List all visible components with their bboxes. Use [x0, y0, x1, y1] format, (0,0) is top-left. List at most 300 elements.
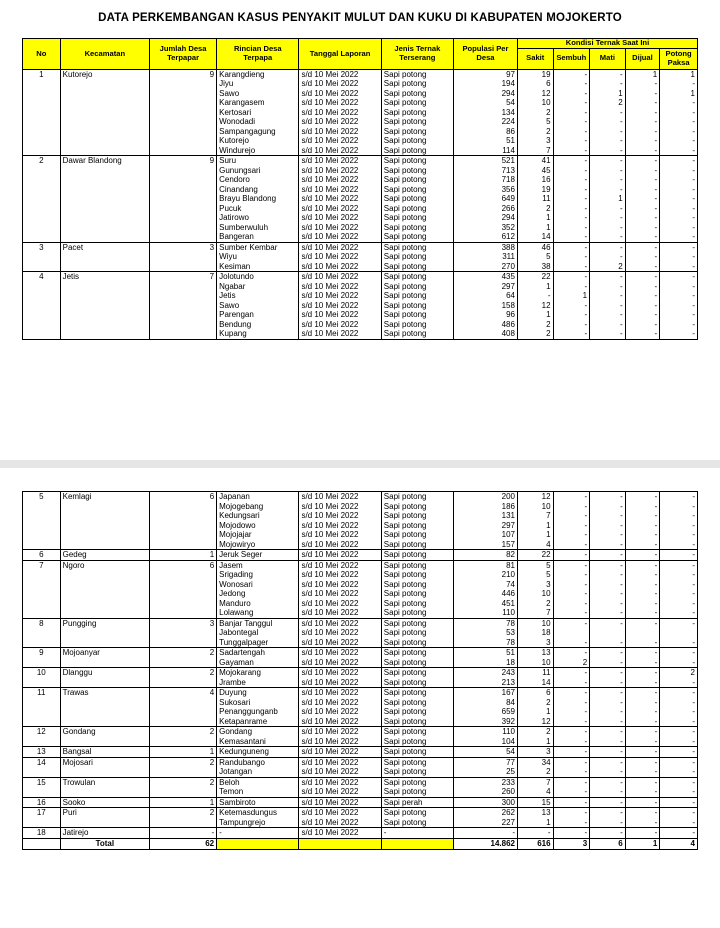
cell-jumlah-desa: [150, 310, 217, 320]
cell-tanggal: s/d 10 Mei 2022: [299, 242, 381, 252]
cell-desa: Kedungsari: [217, 511, 299, 521]
cell-sembuh: -: [553, 185, 590, 195]
cell-tanggal: s/d 10 Mei 2022: [299, 117, 381, 127]
cell-populasi: 157: [453, 540, 517, 550]
table-row: [23, 747, 698, 758]
cell-sembuh: -: [553, 117, 590, 127]
cell-sakit: 5: [517, 252, 553, 262]
cell-kecamatan: [60, 767, 149, 777]
cell-tanggal: s/d 10 Mei 2022: [299, 808, 381, 818]
cell-dijual: -: [625, 502, 660, 512]
cell-sakit: 13: [518, 648, 554, 658]
cell-sakit: 1: [518, 737, 554, 747]
cell-mati: -: [590, 204, 626, 214]
cell-dijual: -: [625, 320, 660, 330]
cell-kecamatan: [60, 707, 149, 717]
cell-mati: -: [590, 521, 626, 531]
cell-desa: Sampangagung: [217, 127, 299, 137]
cell-kecamatan: [60, 540, 149, 550]
cell-sembuh: -: [553, 668, 590, 678]
cell-no: [23, 530, 61, 540]
total-populasi: 14.862: [453, 838, 517, 849]
cell-no: [23, 79, 61, 89]
cell-potong: -: [660, 737, 698, 747]
cell-potong: -: [660, 818, 698, 828]
cell-sembuh: -: [553, 108, 590, 118]
cell-sembuh: -: [553, 589, 590, 599]
cell-sakit: 2: [517, 320, 553, 330]
cell-mati: -: [590, 329, 626, 339]
cell-sakit: 34: [518, 757, 554, 767]
cell-sakit: 14: [517, 232, 553, 242]
cell-mati: -: [590, 668, 626, 678]
total-jenis-empty: [381, 838, 453, 849]
cell-sembuh: -: [553, 638, 590, 648]
cell-jumlah-desa: 2: [150, 808, 217, 818]
cell-kecamatan: [60, 320, 149, 330]
cell-mati: -: [590, 136, 626, 146]
cell-kecamatan: [60, 252, 149, 262]
cell-kecamatan: [60, 291, 149, 301]
total-label: Total: [60, 838, 149, 849]
cell-potong: -: [660, 127, 698, 137]
cell-sembuh: -: [553, 599, 590, 609]
cell-populasi: 270: [453, 262, 517, 272]
cell-dijual: -: [625, 658, 660, 668]
cell-dijual: -: [625, 688, 660, 698]
cell-potong: -: [660, 252, 698, 262]
cell-populasi: 408: [453, 329, 517, 339]
cell-sembuh: -: [553, 232, 590, 242]
cell-dijual: -: [625, 252, 660, 262]
cell-populasi: 260: [453, 787, 517, 797]
cell-sakit: 4: [518, 540, 554, 550]
cell-jenis-ternak: Sapi potong: [381, 808, 453, 818]
cell-sembuh: -: [553, 136, 590, 146]
cell-sakit: 6: [518, 688, 554, 698]
cell-dijual: -: [625, 808, 660, 818]
table-row: [23, 797, 698, 808]
cell-tanggal: s/d 10 Mei 2022: [299, 747, 381, 758]
cell-no: [23, 580, 61, 590]
cell-tanggal: s/d 10 Mei 2022: [299, 511, 381, 521]
cell-potong: -: [660, 492, 698, 502]
table-row: [23, 828, 698, 839]
cell-desa: Ngabar: [217, 282, 299, 292]
cell-desa: Mojojajar: [217, 530, 299, 540]
cell-desa: Tunggalpager: [217, 638, 299, 648]
cell-kecamatan: [60, 599, 149, 609]
cell-tanggal: s/d 10 Mei 2022: [299, 223, 381, 233]
cell-kecamatan: [60, 570, 149, 580]
table-row: [23, 777, 698, 787]
cell-potong: -: [660, 329, 698, 339]
cell-populasi: 81: [453, 560, 517, 570]
cell-jenis-ternak: Sapi potong: [381, 252, 453, 262]
cell-dijual: -: [625, 599, 660, 609]
cell-tanggal: s/d 10 Mei 2022: [299, 570, 381, 580]
cell-jenis-ternak: Sapi potong: [381, 320, 453, 330]
cell-mati: -: [590, 213, 626, 223]
cell-dijual: -: [625, 282, 660, 292]
cell-no: 16: [23, 797, 61, 808]
cell-dijual: -: [625, 777, 660, 787]
cell-no: [23, 194, 61, 204]
cell-jenis-ternak: Sapi potong: [381, 530, 453, 540]
cell-sakit: 22: [518, 550, 554, 561]
cell-kecamatan: [60, 580, 149, 590]
cell-jumlah-desa: 3: [150, 242, 217, 252]
cell-tanggal: s/d 10 Mei 2022: [299, 797, 381, 808]
cell-tanggal: s/d 10 Mei 2022: [299, 688, 381, 698]
cell-jenis-ternak: Sapi potong: [381, 511, 453, 521]
cell-no: 7: [23, 560, 61, 570]
cell-dijual: -: [625, 757, 660, 767]
cell-sakit: 3: [517, 136, 553, 146]
cell-no: [23, 166, 61, 176]
cell-populasi: 82: [453, 550, 517, 561]
cell-sembuh: -: [553, 329, 590, 339]
cell-dijual: -: [625, 89, 660, 99]
cell-no: [23, 818, 61, 828]
cell-jumlah-desa: [150, 232, 217, 242]
cell-sakit: 5: [518, 570, 554, 580]
cell-tanggal: s/d 10 Mei 2022: [299, 310, 381, 320]
table-row: [23, 329, 698, 339]
cell-populasi: 54: [453, 747, 517, 758]
cell-populasi: 262: [453, 808, 517, 818]
cell-populasi: 51: [453, 136, 517, 146]
cell-kecamatan: [60, 117, 149, 127]
cell-kecamatan: [60, 194, 149, 204]
cell-mati: -: [590, 560, 626, 570]
cell-kecamatan: Mojosari: [60, 757, 149, 767]
cell-desa: Srigading: [217, 570, 299, 580]
cell-jumlah-desa: [150, 599, 217, 609]
cell-desa: Lolawang: [217, 608, 299, 618]
cell-jumlah-desa: 6: [150, 492, 217, 502]
col-header-sembuh: Sembuh: [553, 48, 590, 69]
cell-potong: -: [660, 232, 698, 242]
cell-tanggal: s/d 10 Mei 2022: [299, 175, 381, 185]
table-row: [23, 136, 698, 146]
cell-sakit: 1: [517, 223, 553, 233]
cell-dijual: -: [625, 223, 660, 233]
cell-desa: Beloh: [217, 777, 299, 787]
cell-mati: -: [590, 320, 626, 330]
cell-jumlah-desa: [150, 89, 217, 99]
cell-sembuh: -: [553, 698, 590, 708]
cell-jumlah-desa: [150, 320, 217, 330]
cell-jenis-ternak: Sapi potong: [381, 717, 453, 727]
cell-sakit: 3: [518, 638, 554, 648]
cell-sembuh: -: [553, 550, 590, 561]
cell-dijual: -: [625, 589, 660, 599]
cell-sakit: 2: [518, 727, 554, 737]
table-row: [23, 204, 698, 214]
cell-jumlah-desa: [150, 136, 217, 146]
cell-populasi: 54: [453, 98, 517, 108]
cell-mati: -: [590, 301, 626, 311]
cell-jumlah-desa: [150, 717, 217, 727]
cell-dijual: -: [625, 521, 660, 531]
table-row: [23, 175, 698, 185]
cell-tanggal: s/d 10 Mei 2022: [299, 232, 381, 242]
cell-dijual: -: [625, 668, 660, 678]
cell-desa: Sambiroto: [217, 797, 299, 808]
cell-jenis-ternak: Sapi potong: [381, 618, 453, 628]
cell-sembuh: -: [553, 688, 590, 698]
table-row: [23, 628, 698, 638]
cell-populasi: 131: [453, 511, 517, 521]
col-header-populasi: Populasi Per Desa: [453, 39, 517, 70]
cell-tanggal: s/d 10 Mei 2022: [299, 108, 381, 118]
cell-populasi: 194: [453, 79, 517, 89]
cell-no: [23, 204, 61, 214]
cell-no: [23, 301, 61, 311]
cell-tanggal: s/d 10 Mei 2022: [299, 79, 381, 89]
cell-dijual: -: [625, 707, 660, 717]
cell-desa: Kemasantani: [217, 737, 299, 747]
cell-kecamatan: [60, 89, 149, 99]
cell-tanggal: s/d 10 Mei 2022: [299, 166, 381, 176]
cell-sembuh: -: [553, 511, 590, 521]
cell-potong: -: [660, 777, 698, 787]
cell-mati: -: [590, 242, 626, 252]
cell-jumlah-desa: 3: [150, 618, 217, 628]
cell-desa: Gayaman: [217, 658, 299, 668]
cell-tanggal: s/d 10 Mei 2022: [299, 580, 381, 590]
cell-no: 6: [23, 550, 61, 561]
table-row: [23, 757, 698, 767]
cell-no: [23, 117, 61, 127]
cell-sembuh: -: [553, 492, 590, 502]
cell-sembuh: -: [553, 521, 590, 531]
cell-sembuh: 1: [553, 291, 590, 301]
cell-no: [23, 185, 61, 195]
cell-sakit: 2: [517, 127, 553, 137]
cell-populasi: 435: [453, 272, 517, 282]
cell-mati: -: [590, 511, 626, 521]
cell-kecamatan: Pungging: [60, 618, 149, 628]
cell-potong: -: [660, 717, 698, 727]
table-row: [23, 291, 698, 301]
cell-tanggal: s/d 10 Mei 2022: [299, 540, 381, 550]
cell-no: [23, 502, 61, 512]
cell-jumlah-desa: [150, 502, 217, 512]
cell-sakit: 7: [518, 608, 554, 618]
cell-dijual: -: [625, 648, 660, 658]
cell-no: [23, 175, 61, 185]
cell-no: [23, 98, 61, 108]
cell-jenis-ternak: Sapi potong: [381, 589, 453, 599]
cell-jenis-ternak: Sapi potong: [381, 127, 453, 137]
cell-jenis-ternak: Sapi potong: [381, 678, 453, 688]
cell-desa: Jetis: [217, 291, 299, 301]
cell-mati: -: [590, 232, 626, 242]
cell-sakit: 4: [518, 787, 554, 797]
cell-jenis-ternak: Sapi potong: [381, 540, 453, 550]
cell-jumlah-desa: [150, 767, 217, 777]
col-header-sakit: Sakit: [517, 48, 553, 69]
cell-jenis-ternak: Sapi potong: [381, 223, 453, 233]
cell-jenis-ternak: Sapi potong: [381, 136, 453, 146]
cell-mati: -: [590, 175, 626, 185]
cell-kecamatan: [60, 146, 149, 156]
total-sembuh: 3: [553, 838, 590, 849]
cell-dijual: -: [625, 818, 660, 828]
cell-populasi: 77: [453, 757, 517, 767]
cell-tanggal: s/d 10 Mei 2022: [299, 98, 381, 108]
cell-tanggal: s/d 10 Mei 2022: [299, 194, 381, 204]
cell-no: 13: [23, 747, 61, 758]
cell-sakit: 38: [517, 262, 553, 272]
table-body-part-1: [23, 69, 698, 339]
cell-desa: Jasem: [217, 560, 299, 570]
cell-no: [23, 767, 61, 777]
cell-jumlah-desa: [150, 166, 217, 176]
cell-tanggal: s/d 10 Mei 2022: [299, 136, 381, 146]
cell-jenis-ternak: Sapi potong: [381, 570, 453, 580]
cell-kecamatan: [60, 166, 149, 176]
cell-jumlah-desa: [150, 698, 217, 708]
cell-tanggal: s/d 10 Mei 2022: [299, 550, 381, 561]
col-header-mati: Mati: [590, 48, 626, 69]
cell-dijual: -: [625, 570, 660, 580]
cell-sakit: 14: [518, 678, 554, 688]
cell-no: [23, 658, 61, 668]
cell-no: [23, 146, 61, 156]
cell-sakit: 16: [517, 175, 553, 185]
cell-sembuh: -: [553, 69, 590, 79]
cell-no: [23, 678, 61, 688]
cell-kecamatan: Bangsal: [60, 747, 149, 758]
cell-tanggal: s/d 10 Mei 2022: [299, 608, 381, 618]
cell-sembuh: -: [553, 747, 590, 758]
cell-sembuh: -: [553, 79, 590, 89]
cell-populasi: 294: [453, 89, 517, 99]
cell-desa: Jatirowo: [217, 213, 299, 223]
cell-kecamatan: [60, 213, 149, 223]
cell-desa: Sumber Kembar: [217, 242, 299, 252]
cell-dijual: -: [625, 698, 660, 708]
cell-populasi: 64: [453, 291, 517, 301]
col-header-jenis-ternak: Jenis Ternak Terserang: [381, 39, 453, 70]
cell-sakit: 5: [517, 117, 553, 127]
cell-desa: Mojodowo: [217, 521, 299, 531]
cell-potong: -: [660, 688, 698, 698]
cell-kecamatan: Puri: [60, 808, 149, 818]
cell-sembuh: -: [553, 98, 590, 108]
cell-tanggal: s/d 10 Mei 2022: [299, 291, 381, 301]
cell-jumlah-desa: [150, 638, 217, 648]
cell-dijual: -: [625, 156, 660, 166]
page-break-divider: [0, 460, 720, 468]
cell-populasi: 86: [453, 127, 517, 137]
cell-populasi: 297: [453, 282, 517, 292]
cell-populasi: 18: [453, 658, 517, 668]
cell-sakit: 19: [517, 185, 553, 195]
cell-sakit: 11: [518, 668, 554, 678]
cell-jenis-ternak: Sapi potong: [381, 668, 453, 678]
cell-kecamatan: [60, 628, 149, 638]
cell-no: [23, 223, 61, 233]
cell-sakit: 46: [517, 242, 553, 252]
cell-kecamatan: Ngoro: [60, 560, 149, 570]
cell-sakit: 18: [518, 628, 554, 638]
cell-tanggal: s/d 10 Mei 2022: [299, 185, 381, 195]
total-mati: 6: [590, 838, 626, 849]
cell-jumlah-desa: [150, 707, 217, 717]
cell-sakit: 10: [517, 98, 553, 108]
cell-populasi: 659: [453, 707, 517, 717]
cell-sembuh: 2: [553, 658, 590, 668]
cell-no: [23, 737, 61, 747]
cell-desa: Brayu Blandong: [217, 194, 299, 204]
cell-no: [23, 599, 61, 609]
cell-sembuh: -: [553, 808, 590, 818]
cell-sembuh: -: [553, 737, 590, 747]
cell-no: [23, 291, 61, 301]
cell-mati: -: [590, 166, 626, 176]
cell-dijual: -: [625, 530, 660, 540]
cell-mati: [590, 628, 626, 638]
cell-jumlah-desa: 2: [150, 668, 217, 678]
cell-jenis-ternak: -: [381, 828, 453, 839]
cell-mati: -: [590, 717, 626, 727]
cell-jenis-ternak: Sapi potong: [381, 521, 453, 531]
cell-dijual: -: [625, 787, 660, 797]
cell-no: [23, 329, 61, 339]
cell-tanggal: s/d 10 Mei 2022: [299, 648, 381, 658]
cell-potong: -: [660, 98, 698, 108]
cell-kecamatan: [60, 502, 149, 512]
cell-dijual: -: [625, 727, 660, 737]
table-row: [23, 540, 698, 550]
cell-desa: Sukosari: [217, 698, 299, 708]
cell-no: [23, 707, 61, 717]
cell-sakit: 2: [518, 698, 554, 708]
cell-potong: -: [660, 108, 698, 118]
table-row: [23, 580, 698, 590]
cell-kecamatan: [60, 232, 149, 242]
cell-populasi: 243: [453, 668, 517, 678]
table-row: [23, 310, 698, 320]
cell-desa: Kutorejo: [217, 136, 299, 146]
cell-dijual: -: [625, 747, 660, 758]
cell-jenis-ternak: Sapi potong: [381, 757, 453, 767]
cell-populasi: 266: [453, 204, 517, 214]
cell-mati: -: [590, 310, 626, 320]
cell-jumlah-desa: 1: [150, 550, 217, 561]
cell-sakit: 41: [517, 156, 553, 166]
cell-populasi: 110: [453, 608, 517, 618]
cell-potong: -: [660, 310, 698, 320]
cell-sakit: 12: [517, 89, 553, 99]
cell-mati: -: [590, 127, 626, 137]
cell-jumlah-desa: [150, 262, 217, 272]
table-row: [23, 717, 698, 727]
cell-jumlah-desa: [150, 194, 217, 204]
cell-sembuh: -: [553, 282, 590, 292]
cell-sembuh: -: [553, 320, 590, 330]
cell-kecamatan: Kutorejo: [60, 69, 149, 79]
cell-tanggal: s/d 10 Mei 2022: [299, 502, 381, 512]
cell-sakit: 45: [517, 166, 553, 176]
table-row: [23, 560, 698, 570]
cell-jenis-ternak: Sapi potong: [381, 638, 453, 648]
cell-populasi: 53: [453, 628, 517, 638]
